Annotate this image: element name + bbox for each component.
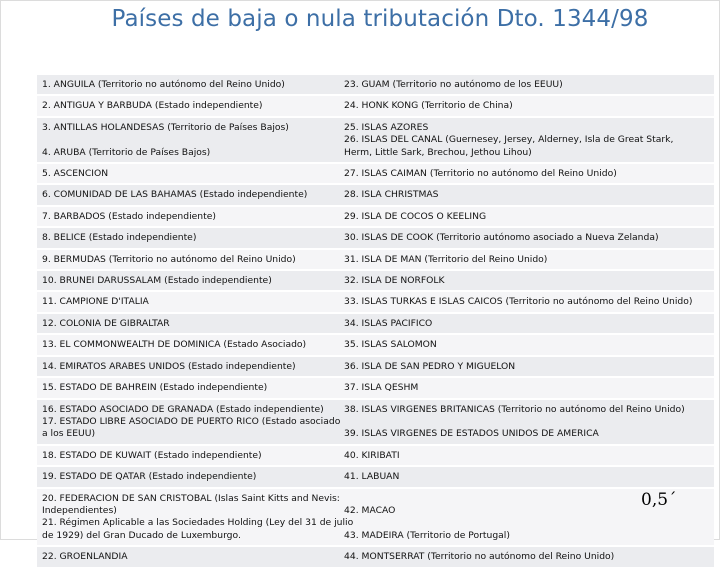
table-row xyxy=(37,250,714,271)
right-column-cell xyxy=(339,185,714,204)
right-column-cell xyxy=(339,446,714,465)
entry-text: 18. ESTADO DE KUWAIT (Estado independiente) xyxy=(42,449,262,461)
entry-text: a los EEUU) xyxy=(42,428,96,440)
table-row xyxy=(37,547,714,568)
left-column-cell xyxy=(37,292,339,311)
table-row xyxy=(37,335,714,356)
entry-text: 44. MONTSERRAT (Territorio no autónomo del Reino Unido) xyxy=(344,551,615,563)
right-column-cell xyxy=(339,467,714,486)
right-column-cell xyxy=(339,335,714,354)
entry-text: 4. ARUBA (Territorio de Países Bajos) xyxy=(42,146,211,158)
entry-text: 43. MADEIRA (Territorio de Portugal) xyxy=(344,529,510,541)
entry-text: 29. ISLA DE COCOS O KEELING xyxy=(344,210,487,222)
left-column-cell xyxy=(37,164,339,183)
right-column-cell xyxy=(339,118,714,162)
entry-text: 33. ISLAS TURKAS E ISLAS CAICOS (Territorio no autónomo del Reino Unido) xyxy=(344,296,693,308)
right-column-cell xyxy=(339,228,714,247)
entry-text: de 1929) del Gran Ducado de Luxemburgo. xyxy=(42,529,241,541)
table-row xyxy=(37,96,714,117)
left-column-cell xyxy=(37,75,339,94)
left-column-cell xyxy=(37,96,339,115)
entry-text: 16. ESTADO ASOCIADO DE GRANADA (Estado independiente) xyxy=(42,403,324,415)
entry-text: 36. ISLA DE SAN PEDRO Y MIGUELON xyxy=(344,360,516,372)
left-column-cell xyxy=(37,207,339,226)
right-column-cell xyxy=(339,400,714,444)
entry-text: 6. COMUNIDAD DE LAS BAHAMAS (Estado independiente) xyxy=(42,189,308,201)
right-column-cell xyxy=(339,292,714,311)
right-column-cell xyxy=(339,250,714,269)
entry-text: 13. EL COMMONWEALTH DE DOMINICA (Estado Asociado) xyxy=(42,339,307,351)
right-column-cell xyxy=(339,207,714,226)
left-column-cell xyxy=(37,489,354,546)
left-column-cell xyxy=(37,250,339,269)
right-column-cell xyxy=(339,75,714,94)
table-row xyxy=(37,207,714,228)
table-row xyxy=(37,228,714,249)
left-column-cell xyxy=(37,547,339,566)
entry-text: 2. ANTIGUA Y BARBUDA (Estado independiente) xyxy=(42,100,263,112)
table-row xyxy=(37,400,714,446)
corner-note: 0,5´ xyxy=(641,490,677,510)
entry-text: 21. Régimen Aplicable a las Sociedades Holding (Ley del 31 de julio xyxy=(42,517,354,529)
left-column-cell xyxy=(37,271,339,290)
table-row xyxy=(37,467,714,488)
entry-text: 40. KIRIBATI xyxy=(344,449,400,461)
entry-text: 3. ANTILLAS HOLANDESAS (Territorio de Países Bajos) xyxy=(42,121,289,133)
entry-text: Herm, Little Sark, Brechou, Jethou Lihou) xyxy=(344,146,532,158)
entry-text xyxy=(344,517,710,529)
left-column-cell xyxy=(37,378,339,397)
entry-text: 12. COLONIA DE GIBRALTAR xyxy=(42,317,170,329)
entry-text: 31. ISLA DE MAN (Territorio del Reino Unido) xyxy=(344,253,548,265)
table-row xyxy=(37,118,714,164)
entry-text: 1. ANGUILA (Territorio no autónomo del Reino Unido) xyxy=(42,79,285,90)
table-row xyxy=(37,271,714,292)
entry-text: 7. BARBADOS (Estado independiente) xyxy=(42,210,216,222)
entry-text: 28. ISLA CHRISTMAS xyxy=(344,189,439,201)
left-column-cell xyxy=(37,228,339,247)
entry-text: 15. ESTADO DE BAHREIN (Estado independiente) xyxy=(42,382,268,394)
entry-text: Independientes) xyxy=(42,504,117,516)
entry-text: 14. EMIRATOS ARABES UNIDOS (Estado independiente) xyxy=(42,360,296,372)
table-row xyxy=(37,314,714,335)
entry-text: 34. ISLAS PACIFICO xyxy=(344,317,433,329)
entry-text xyxy=(42,134,335,146)
entry-text: 41. LABUAN xyxy=(344,471,400,483)
entry-text xyxy=(344,416,710,428)
table-row xyxy=(37,185,714,206)
table-row xyxy=(37,446,714,467)
slide-title: Países de baja o nula tributación Dto. 1344/98 xyxy=(111,6,649,32)
right-column-cell xyxy=(339,357,714,376)
entry-text: 19. ESTADO DE QATAR (Estado independiente) xyxy=(42,471,257,483)
table-row xyxy=(37,292,714,313)
left-column-cell xyxy=(37,400,339,444)
entry-text: 5. ASCENCION xyxy=(42,168,109,180)
entry-text: 24. HONK KONG (Territorio de China) xyxy=(344,100,513,112)
table-row xyxy=(37,75,714,96)
entry-text: 9. BERMUDAS (Territorio no autónomo del Reino Unido) xyxy=(42,253,296,265)
entry-text: 27. ISLAS CAIMAN (Territorio no autónomo del Reino Unido) xyxy=(344,168,617,180)
right-column-cell xyxy=(339,547,714,566)
entry-text: 8. BELICE (Estado independiente) xyxy=(42,232,197,244)
entry-text: 32. ISLA DE NORFOLK xyxy=(344,275,445,287)
entry-text: 39. ISLAS VIRGENES DE ESTADOS UNIDOS DE AMERICA xyxy=(344,428,599,440)
entry-text: 11. CAMPIONE D'ITALIA xyxy=(42,296,149,308)
entry-text: 35. ISLAS SALOMON xyxy=(344,339,437,351)
table-row xyxy=(37,378,714,399)
entry-text: 30. ISLAS DE COOK (Territorio autónomo asociado a Nueva Zelanda) xyxy=(344,232,659,244)
left-column-cell xyxy=(37,467,339,486)
entry-text: 42. MACAO xyxy=(344,504,396,516)
country-table xyxy=(37,74,714,569)
right-column-cell xyxy=(339,164,714,183)
entry-text: 26. ISLAS DEL CANAL (Guernesey, Jersey, Alderney, Isla de Great Stark, xyxy=(344,134,674,146)
right-column-cell xyxy=(339,271,714,290)
right-column-cell xyxy=(339,314,714,333)
table-row xyxy=(37,357,714,378)
left-column-cell xyxy=(37,185,339,204)
left-column-cell xyxy=(37,118,339,162)
entry-text: 23. GUAM (Territorio no autónomo de los EEUU) xyxy=(344,79,563,90)
right-column-cell xyxy=(339,378,714,397)
entry-text: 17. ESTADO LIBRE ASOCIADO DE PUERTO RICO (Estado asociado xyxy=(42,415,341,427)
entry-text: 38. ISLAS VIRGENES BRITANICAS (Territorio no autónomo del Reino Unido) xyxy=(344,403,685,415)
left-column-cell xyxy=(37,335,339,354)
left-column-cell xyxy=(37,314,339,333)
left-column-cell xyxy=(37,446,339,465)
right-column-cell xyxy=(339,96,714,115)
table-row xyxy=(37,489,714,548)
entry-text: 25. ISLAS AZORES xyxy=(344,121,429,133)
entry-text: 10. BRUNEI DARUSSALAM (Estado independiente) xyxy=(42,275,272,287)
table-row xyxy=(37,164,714,185)
entry-text: 20. FEDERACION DE SAN CRISTOBAL (Islas Saint Kitts and Nevis: xyxy=(42,492,340,504)
entry-text: 37. ISLA QESHM xyxy=(344,382,419,394)
entry-text: 22. GROENLANDIA xyxy=(42,551,128,563)
left-column-cell xyxy=(37,357,339,376)
